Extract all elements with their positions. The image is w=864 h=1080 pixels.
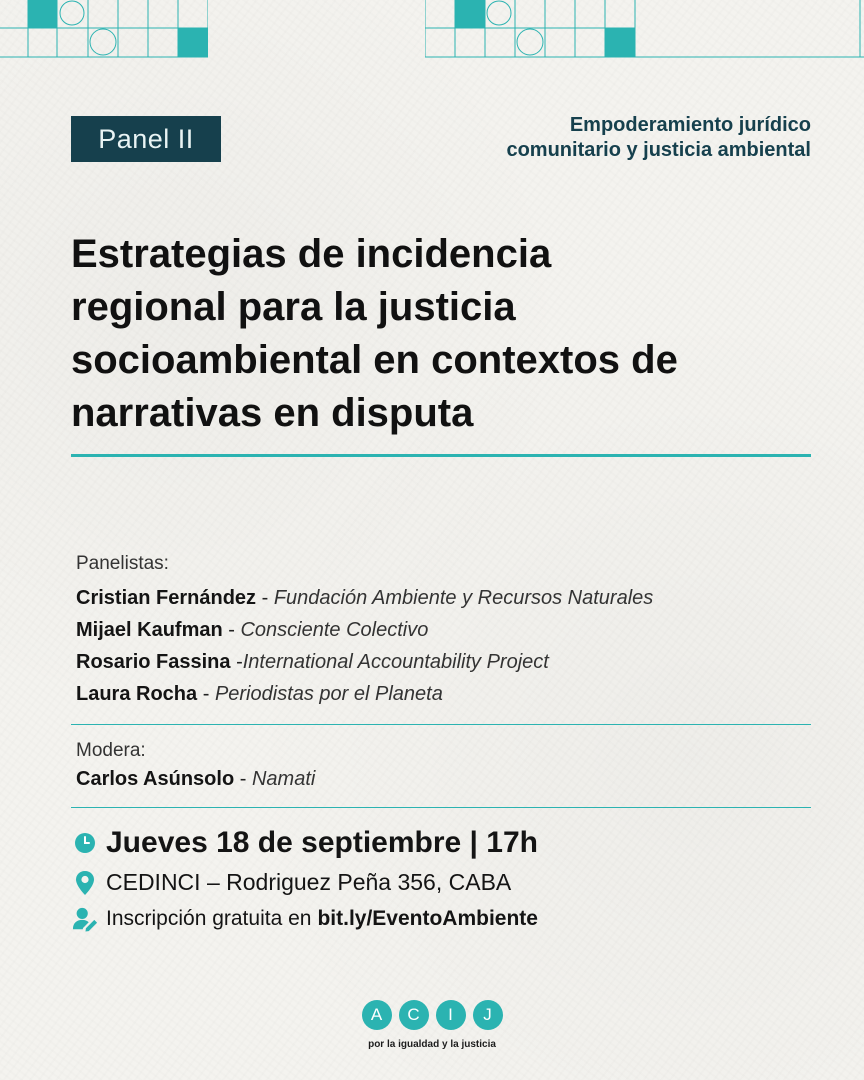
panel-subtitle-line: comunitario y justicia ambiental [506, 139, 811, 161]
event-title-line: narrativas en disputa [71, 391, 474, 435]
panelist-org: Periodistas por el Planeta [214, 683, 443, 705]
panelist-name: Rosario Fassina [76, 651, 231, 673]
event-registration-row [72, 906, 538, 932]
panelist-org: Consciente Colectivo [240, 619, 429, 641]
panel-badge: Panel II [71, 116, 221, 162]
panelist-org: International Accountability Project [242, 651, 549, 673]
panel-subtitle [411, 113, 811, 163]
panelist-item [76, 646, 836, 678]
logo-letter: C [399, 1000, 429, 1030]
panelist-separator: - [197, 683, 215, 705]
panelist-item [76, 614, 836, 646]
panelist-name: Cristian Fernández [76, 587, 257, 609]
event-title-line: socioambiental en contextos de [71, 338, 678, 382]
logo-letters [362, 1000, 503, 1030]
clock-icon [72, 832, 98, 854]
event-location-row [72, 869, 511, 896]
logo-letter: A [362, 1000, 392, 1030]
panelist-name: Mijael Kaufman [76, 619, 223, 641]
panelist-separator: - [230, 651, 243, 673]
event-title [71, 228, 821, 440]
logo-tagline: por la igualdad y la justicia [368, 1039, 496, 1050]
decorative-grid-pattern-left [0, 0, 208, 58]
panelists-label: Panelistas: [76, 553, 169, 574]
moderator-item [76, 763, 315, 795]
decorative-grid-pattern-right [425, 0, 864, 58]
logo-letter: I [436, 1000, 466, 1030]
logo-letter: J [473, 1000, 503, 1030]
panelist-separator: - [222, 619, 241, 641]
event-location: CEDINCI – Rodriguez Peña 356, CABA [106, 869, 512, 895]
panel-subtitle-line: Empoderamiento jurídico [569, 114, 811, 136]
panelist-list [76, 582, 836, 710]
panelist-item [76, 678, 836, 710]
title-divider [71, 454, 811, 457]
panelist-item [76, 582, 836, 614]
event-title-line: Estrategias de incidencia [71, 232, 552, 276]
user-edit-icon [72, 906, 98, 932]
moderator-name: Carlos Asúnsolo [76, 768, 235, 790]
moderator-separator: - [234, 768, 252, 790]
moderator-org: Namati [251, 768, 316, 790]
event-date: Jueves 18 de septiembre | 17h [106, 826, 538, 859]
location-pin-icon [72, 870, 98, 896]
section-divider [71, 807, 811, 808]
registration-link[interactable]: bit.ly/EventoAmbiente [317, 907, 538, 930]
registration-text: Inscripción gratuita en [106, 907, 312, 930]
event-date-row [72, 826, 538, 860]
section-divider [71, 724, 811, 725]
panelist-org: Fundación Ambiente y Recursos Naturales [273, 587, 654, 609]
panelist-separator: - [256, 587, 274, 609]
moderator-label: Modera: [76, 740, 146, 761]
event-title-line: regional para la justicia [71, 285, 516, 329]
acij-logo [0, 1000, 864, 1050]
panelist-name: Laura Rocha [76, 683, 198, 705]
